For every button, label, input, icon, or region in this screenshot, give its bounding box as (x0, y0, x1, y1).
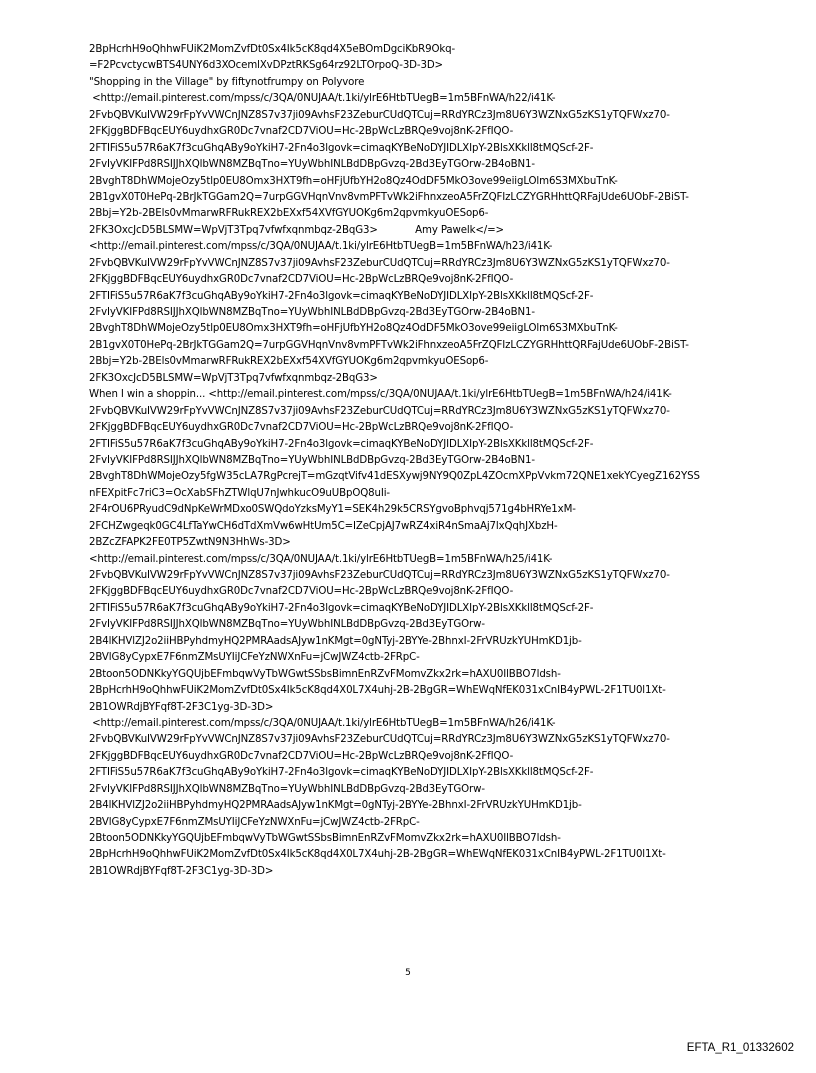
text-line: 2BvghT8DhWMojeOzy5tlp0EU8Omx3HXT9fh=oHFjUfbYH2o8Qz4OdDF5MkO3ove99eiigLOlm6S3MXbuTnK- (89, 175, 618, 187)
text-line: 2Btoon5ODNKkyYGQUjbEFmbqwVyTbWGwtSSbsBimnEnRZvFMomvZkx2rk=hAXU0IlBBO7ldsh- (89, 833, 561, 844)
text-line: 2FvbQBVKuIVW29rFpYvVWCnJNZ8S7v37ji09AvhsF23ZeburCUdQTCuj=RRdYRCz3Jm8U6Y3WZNxG5zKS1yTQFWxz70- (89, 405, 670, 417)
text-line: 2BVlG8yCypxE7F6nmZMsUYIiJCFeYzNWXnFu=jCwJWZ4ctb-2FRpC- (89, 816, 420, 828)
text-line: <http://email.pinterest.com/mpss/c/3QA/0NUJAA/t.1ki/ylrE6HtbTUegB=1m5BFnWA/h26/i41K- (89, 717, 556, 729)
text-line: 2FvIyVKIFPd8RSIJJhXQlbWN8MZBqTno=YUyWbhINLBdDBpGvzq-2Bd3EyTGOrw- (89, 783, 485, 795)
text-line: 2FCHZwgeqk0GC4LfTaYwCH6dTdXmVw6wHtUm5C=IZeCpjAJ7wRZ4xiR4nSmaAj7lxQqhJXbzH- (89, 520, 558, 532)
text-line: 2BpHcrhH9oQhhwFUiK2MomZvfDt0Sx4Ik5cK8qd4X0L7X4uhj-2B-2BgGR=WhEWqNfEK031xCnIB4yPWL-2F1TU0l1Xt- (89, 685, 666, 697)
text-line: 2FKjggBDFBqcEUY6uydhxGR0Dc7vnaf2CD7ViOU=Hc-2BpWcLzBRQe9voj8nK-2FfIQO- (89, 750, 514, 762)
text-line: 2F4rOU6PRyudC9dNpKeWrMDxo0SWQdoYzksMyY1=SEK4h29k5CRSYgvoBphvqj571g4bHRYe1xM- (89, 504, 576, 516)
text-line: <http://email.pinterest.com/mpss/c/3QA/0NUJAA/t.1ki/ylrE6HtbTUegB=1m5BFnWA/h22/i41K- (89, 93, 556, 105)
text-line: 2B1gvX0T0HePq-2BrJkTGGam2Q=7urpGGVHqnVnv8vmPFTvWk2iFhnxzeoA5FrZQFIzLCZYGRHhttQRFajUde6UObF-2BiST- (89, 339, 689, 351)
text-line: 2BvghT8DhWMojeOzy5fgW35cLA7RgPcrejT=mGzqtVifv41dESXywj9NY9Q0ZpL4ZOcmXPpVvkm72QNE1xekYCyegZ162YSS (89, 471, 700, 483)
text-line: 2B1gvX0T0HePq-2BrJkTGGam2Q=7urpGGVHqnVnv8vmPFTvWk2iFhnxzeoA5FrZQFIzLCZYGRHhttQRFajUde6UObF-2BiST- (89, 191, 689, 203)
text-line: 2B1OWRdjBYFqf8T-2F3C1yg-3D-3D> (89, 865, 274, 877)
text-line: 2FKjggBDFBqcEUY6uydhxGR0Dc7vnaf2CD7ViOU=Hc-2BpWcLzBRQe9voj8nK-2FfIQO- (89, 126, 514, 138)
text-line: 2FKjggBDFBqcEUY6uydhxGR0Dc7vnaf2CD7ViOU=Hc-2BpWcLzBRQe9voj8nK-2FfIQO- (89, 422, 514, 434)
page-number: 5 (405, 968, 411, 978)
text-line: 2FvIyVKIFPd8RSIJJhXQlbWN8MZBqTno=YUyWbhINLBdDBpGvzq-2Bd3EyTGOrw-2B4oBN1- (89, 159, 535, 171)
text-line: When I win a shoppin... <http://email.pinterest.com/mpss/c/3QA/0NUJAA/t.1ki/ylrE6HtbTUegB=1m5BFnWA/h24/i41K- (89, 389, 672, 401)
text-line: 2BvghT8DhWMojeOzy5tlp0EU8Omx3HXT9fh=oHFjUfbYH2o8Qz4OdDF5MkO3ove99eiigLOlm6S3MXbuTnK- (89, 323, 618, 335)
text-line: 2FvIyVKIFPd8RSIJJhXQlbWN8MZBqTno=YUyWbhINLBdDBpGvzq-2Bd3EyTGOrw- (89, 619, 485, 631)
document-body (89, 42, 809, 880)
text-line: <http://email.pinterest.com/mpss/c/3QA/0NUJAA/t.1ki/ylrE6HtbTUegB=1m5BFnWA/h23/i41K- (89, 241, 553, 253)
text-line: 2FvbQBVKuIVW29rFpYvVWCnJNZ8S7v37ji09AvhsF23ZeburCUdQTCuj=RRdYRCz3Jm8U6Y3WZNxG5zKS1yTQFWxz70- (89, 570, 670, 581)
text-line: 2FvbQBVKuIVW29rFpYvVWCnJNZ8S7v37ji09AvhsF23ZeburCUdQTCuj=RRdYRCz3Jm8U6Y3WZNxG5zKS1yTQFWxz70- (89, 257, 670, 269)
text-line: 2FKjggBDFBqcEUY6uydhxGR0Dc7vnaf2CD7ViOU=Hc-2BpWcLzBRQe9voj8nK-2FfIQO- (89, 586, 514, 598)
text-line: "Shopping in the Village" by fiftynotfrumpy on Polyvore (89, 76, 365, 88)
text-line: 2B4lKHVlZJ2o2iiHBPyhdmyHQ2PMRAadsAJyw1nKMgt=0gNTyj-2BYYe-2BhnxI-2FrVRUzkYUHmKD1jb- (89, 635, 582, 647)
text-line: 2Bbj=Y2b-2BEls0vMmarwRFRukREX2bEXxf54XVfGYUOKg6m2qpvmkyuOESop6- (89, 208, 489, 220)
text-line: 2FK3OxcJcD5BLSMW=WpVjT3Tpq7vfwfxqnmbqz-2BqG3> Amy Pawelk</=> (89, 224, 504, 236)
text-line: 2FvIyVKIFPd8RSIJJhXQlbWN8MZBqTno=YUyWbhINLBdDBpGvzq-2Bd3EyTGOrw-2B4oBN1- (89, 454, 535, 466)
text-line: 2FTIFiS5u57R6aK7f3cuGhqABy9oYkiH7-2Fn4o3lgovk=cimaqKYBeNoDYJIDLXIpY-2BlsXKkll8tMQScf-2F- (89, 602, 594, 614)
document-id: EFTA_R1_01332602 (686, 1042, 794, 1054)
text-line: 2BpHcrhH9oQhhwFUiK2MomZvfDt0Sx4Ik5cK8qd4X0L7X4uhj-2B-2BgGR=WhEWqNfEK031xCnIB4yPWL-2F1TU0l1Xt- (89, 849, 666, 861)
text-line: 2BpHcrhH9oQhhwFUiK2MomZvfDt0Sx4Ik5cK8qd4X5eBOmDgciKbR9Okq- (89, 44, 456, 55)
text-line: 2FvbQBVKuIVW29rFpYvVWCnJNZ8S7v37ji09AvhsF23ZeburCUdQTCuj=RRdYRCz3Jm8U6Y3WZNxG5zKS1yTQFWxz70- (89, 109, 670, 121)
text-line: 2FK3OxcJcD5BLSMW=WpVjT3Tpq7vfwfxqnmbqz-2BqG3> (89, 372, 378, 384)
text-line: 2BZcZFAPK2FE0TP5ZwtN9N3HhWs-3D> (89, 537, 291, 549)
text-line: 2Btoon5ODNKkyYGQUjbEFmbqwVyTbWGwtSSbsBimnEnRZvFMomvZkx2rk=hAXU0IlBBO7ldsh- (89, 668, 561, 680)
text-line: <http://email.pinterest.com/mpss/c/3QA/0NUJAA/t.1ki/ylrE6HtbTUegB=1m5BFnWA/h25/i41K- (89, 553, 553, 565)
text-line: 2FvbQBVKuIVW29rFpYvVWCnJNZ8S7v37ji09AvhsF23ZeburCUdQTCuj=RRdYRCz3Jm8U6Y3WZNxG5zKS1yTQFWxz70- (89, 734, 670, 746)
text-line: 2FKjggBDFBqcEUY6uydhxGR0Dc7vnaf2CD7ViOU=Hc-2BpWcLzBRQe9voj8nK-2FfIQO- (89, 274, 514, 286)
text-line: 2FvIyVKIFPd8RSIJJhXQlbWN8MZBqTno=YUyWbhINLBdDBpGvzq-2Bd3EyTGOrw-2B4oBN1- (89, 307, 535, 318)
text-line: 2Bbj=Y2b-2BEls0vMmarwRFRukREX2bEXxf54XVfGYUOKg6m2qpvmkyuOESop6- (89, 356, 489, 368)
text-line: 2FTIFiS5u57R6aK7f3cuGhqABy9oYkiH7-2Fn4o3lgovk=cimaqKYBeNoDYJIDLXIpY-2BlsXKkll8tMQScf-2F- (89, 142, 594, 154)
text-line: 2B4lKHVlZJ2o2iiHBPyhdmyHQ2PMRAadsAJyw1nKMgt=0gNTyj-2BYYe-2BhnxI-2FrVRUzkYUHmKD1jb- (89, 800, 582, 812)
text-line: 2FTIFiS5u57R6aK7f3cuGhqABy9oYkiH7-2Fn4o3lgovk=cimaqKYBeNoDYJIDLXIpY-2BlsXKkll8tMQScf-2F- (89, 438, 594, 450)
text-line: 2FTIFiS5u57R6aK7f3cuGhqABy9oYkiH7-2Fn4o3lgovk=cimaqKYBeNoDYJIDLXIpY-2BlsXKkll8tMQScf-2F- (89, 290, 594, 302)
text-line: =F2PcvctycwBTS4UNY6d3XOcemlXvDPztRKSg64rz92LTOrpoQ-3D-3D> (89, 60, 443, 72)
text-line: nFEXpitFc7riC3=OcXabSFhZTWlqU7nJwhkucO9uUBpOQ8uIi- (89, 487, 390, 499)
text-line: 2B1OWRdjBYFqf8T-2F3C1yg-3D-3D> (89, 701, 274, 713)
text-line: 2FTIFiS5u57R6aK7f3cuGhqABy9oYkiH7-2Fn4o3lgovk=cimaqKYBeNoDYJIDLXIpY-2BlsXKkll8tMQScf-2F- (89, 767, 594, 779)
text-line: 2BVlG8yCypxE7F6nmZMsUYIiJCFeYzNWXnFu=jCwJWZ4ctb-2FRpC- (89, 652, 420, 664)
